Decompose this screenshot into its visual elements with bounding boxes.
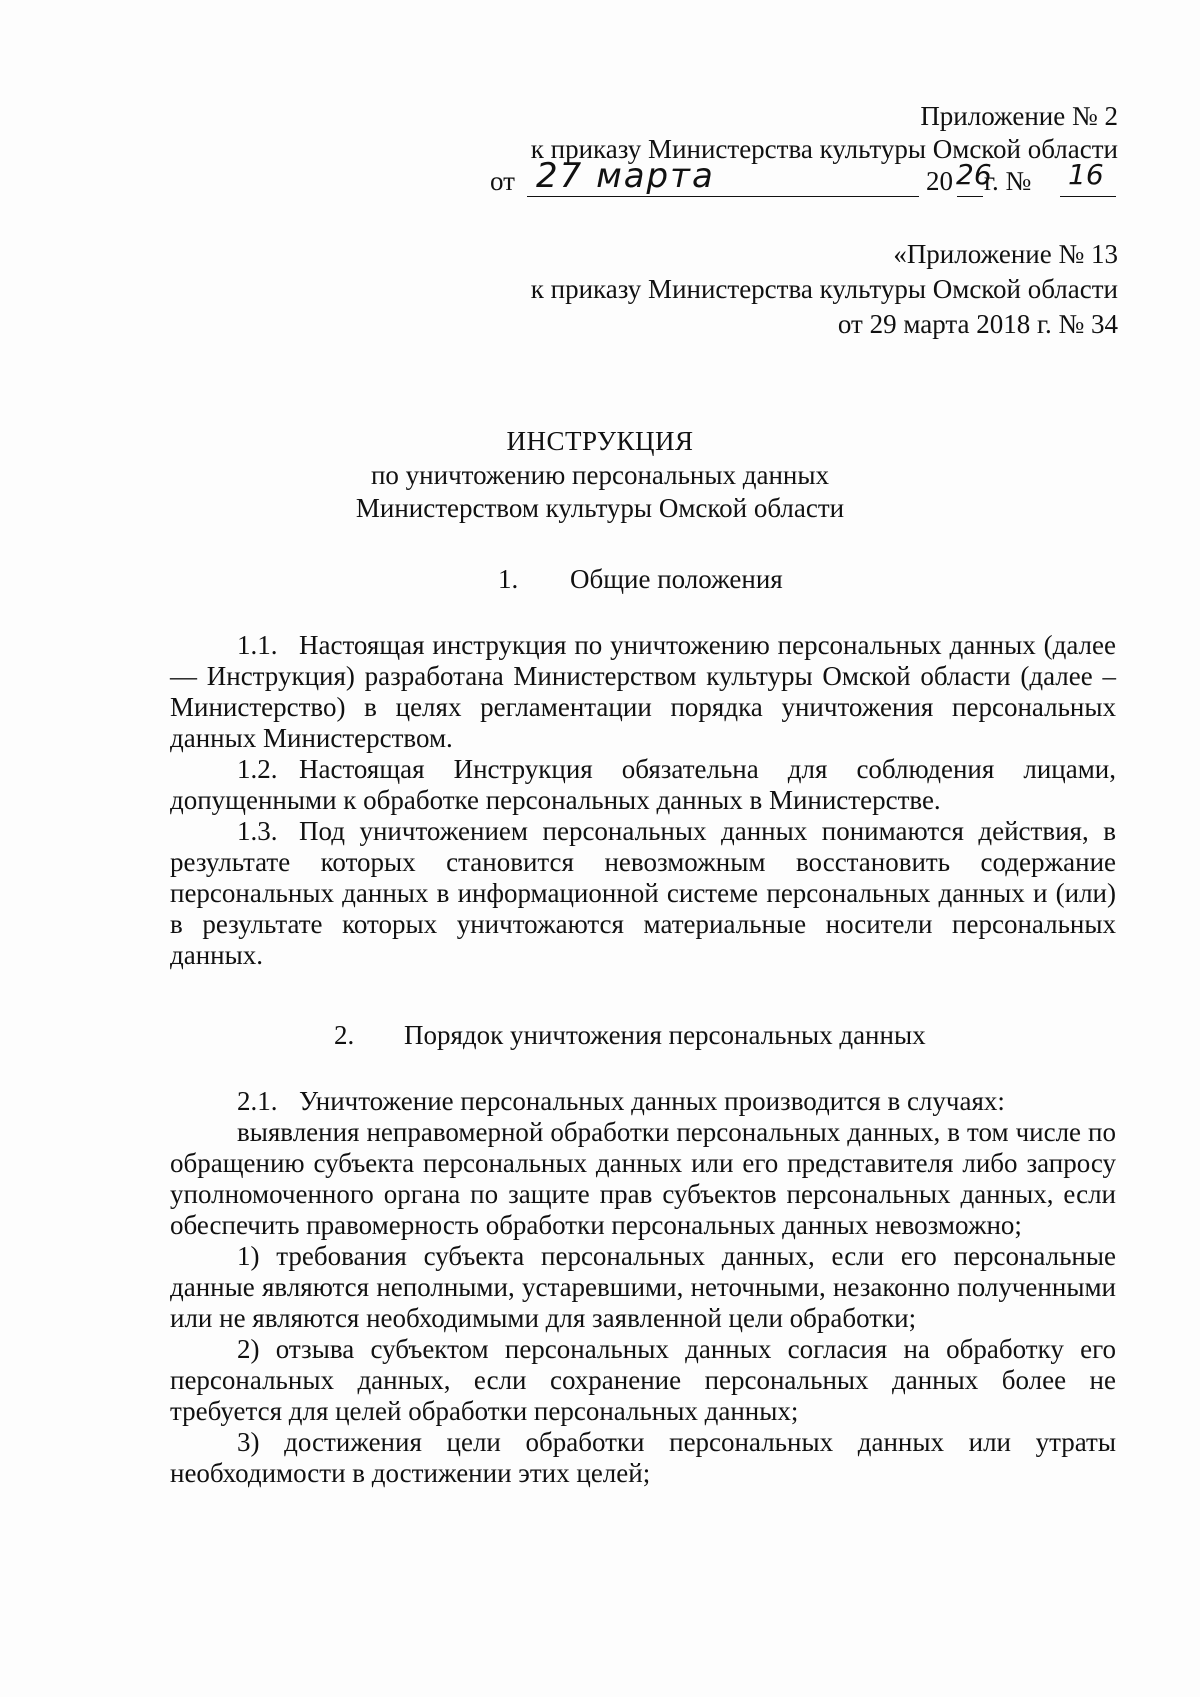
date-prefix: от <box>490 166 515 196</box>
paragraph-number: 1.2. <box>237 754 278 784</box>
order-date-line <box>490 156 1116 200</box>
quoted-order-reference: к приказу Министерства культуры Омской области <box>530 274 1118 304</box>
order-reference: к приказу Министерства культуры Омской области <box>530 134 1118 164</box>
paragraph-2-1 <box>170 1086 1116 1117</box>
number-underline <box>1060 196 1116 197</box>
paragraph-1-3 <box>170 816 1116 971</box>
paragraph-number: 1.1. <box>237 630 278 660</box>
section-2-number: 2. <box>334 1020 355 1050</box>
handwritten-number: 16 <box>1068 158 1104 191</box>
quoted-order-date: от 29 марта 2018 г. № 34 <box>837 309 1118 339</box>
year-suffix: г. № <box>984 166 1032 196</box>
date-underline <box>527 196 919 197</box>
list-item: 3) достижения цели обработки персональных данных или утраты необходимости в достижении этих целей; <box>170 1427 1116 1488</box>
quoted-appendix-header <box>398 237 1118 342</box>
list-item: выявления неправомерной обработки персональных данных, в том числе по обращению субъекта персональных данных или его представителя либо запросу уполномоченного органа по защите прав субъектов персональных данных, если обеспечить правомерность обработки персональных данных невозможно; <box>170 1117 1116 1240</box>
section-1-title: Общие положения <box>570 564 783 594</box>
document-title <box>170 425 1030 525</box>
handwritten-date: 27 марта <box>536 156 715 196</box>
paragraph-text: Под уничтожением персональных данных понимаются действия, в результате которых становится невозможным восстановить содержание персональных данных в информационной системе персональных данных и (или) в результате которых уничтожаются материальные носители персональных данных. <box>170 816 1116 970</box>
paragraph-1-2 <box>170 754 1116 816</box>
paragraph-number: 2.1. <box>237 1086 278 1116</box>
year-underline <box>957 196 983 197</box>
handwritten-year: 26 <box>956 158 992 191</box>
title-line-3: Министерством культуры Омской области <box>355 493 845 523</box>
paragraph-text: Настоящая Инструкция обязательна для соблюдения лицами, допущенными к обработке персональных данных в Министерстве. <box>170 754 1116 815</box>
title-main: ИНСТРУКЦИЯ <box>506 426 694 456</box>
appendix-header <box>398 100 1118 166</box>
list-item: 2) отзыва субъектом персональных данных согласия на обработку его персональных данных, если сохранение персональных данных более не требуется для целей обработки персональных данных; <box>170 1334 1116 1426</box>
section-1-body <box>170 630 1116 971</box>
paragraph-1-1 <box>170 630 1116 754</box>
appendix-label: Приложение № 2 <box>920 101 1118 131</box>
year-prefix: 20 <box>926 166 953 196</box>
section-1-number: 1. <box>498 564 519 594</box>
title-line-2: по уничтожению персональных данных <box>370 460 830 490</box>
paragraph-text: Уничтожение персональных данных производится в случаях: <box>299 1086 1005 1116</box>
quoted-appendix-label: «Приложение № 13 <box>893 239 1118 269</box>
section-2-body <box>170 1086 1116 1489</box>
paragraph-text: Настоящая инструкция по уничтожению персональных данных (далее — Инструкция) разработана Министерством культуры Омской области (далее – Министерство) в целях регламентации порядка уничтожения персональных данных Министерством. <box>170 630 1116 753</box>
list-item: 1) требования субъекта персональных данных, если его персональные данные являются неполными, устаревшими, неточными, незаконно полученными или не являются необходимыми для заявленной цели обработки; <box>170 1241 1116 1333</box>
section-2-title: Порядок уничтожения персональных данных <box>404 1020 926 1050</box>
paragraph-number: 1.3. <box>237 816 278 846</box>
